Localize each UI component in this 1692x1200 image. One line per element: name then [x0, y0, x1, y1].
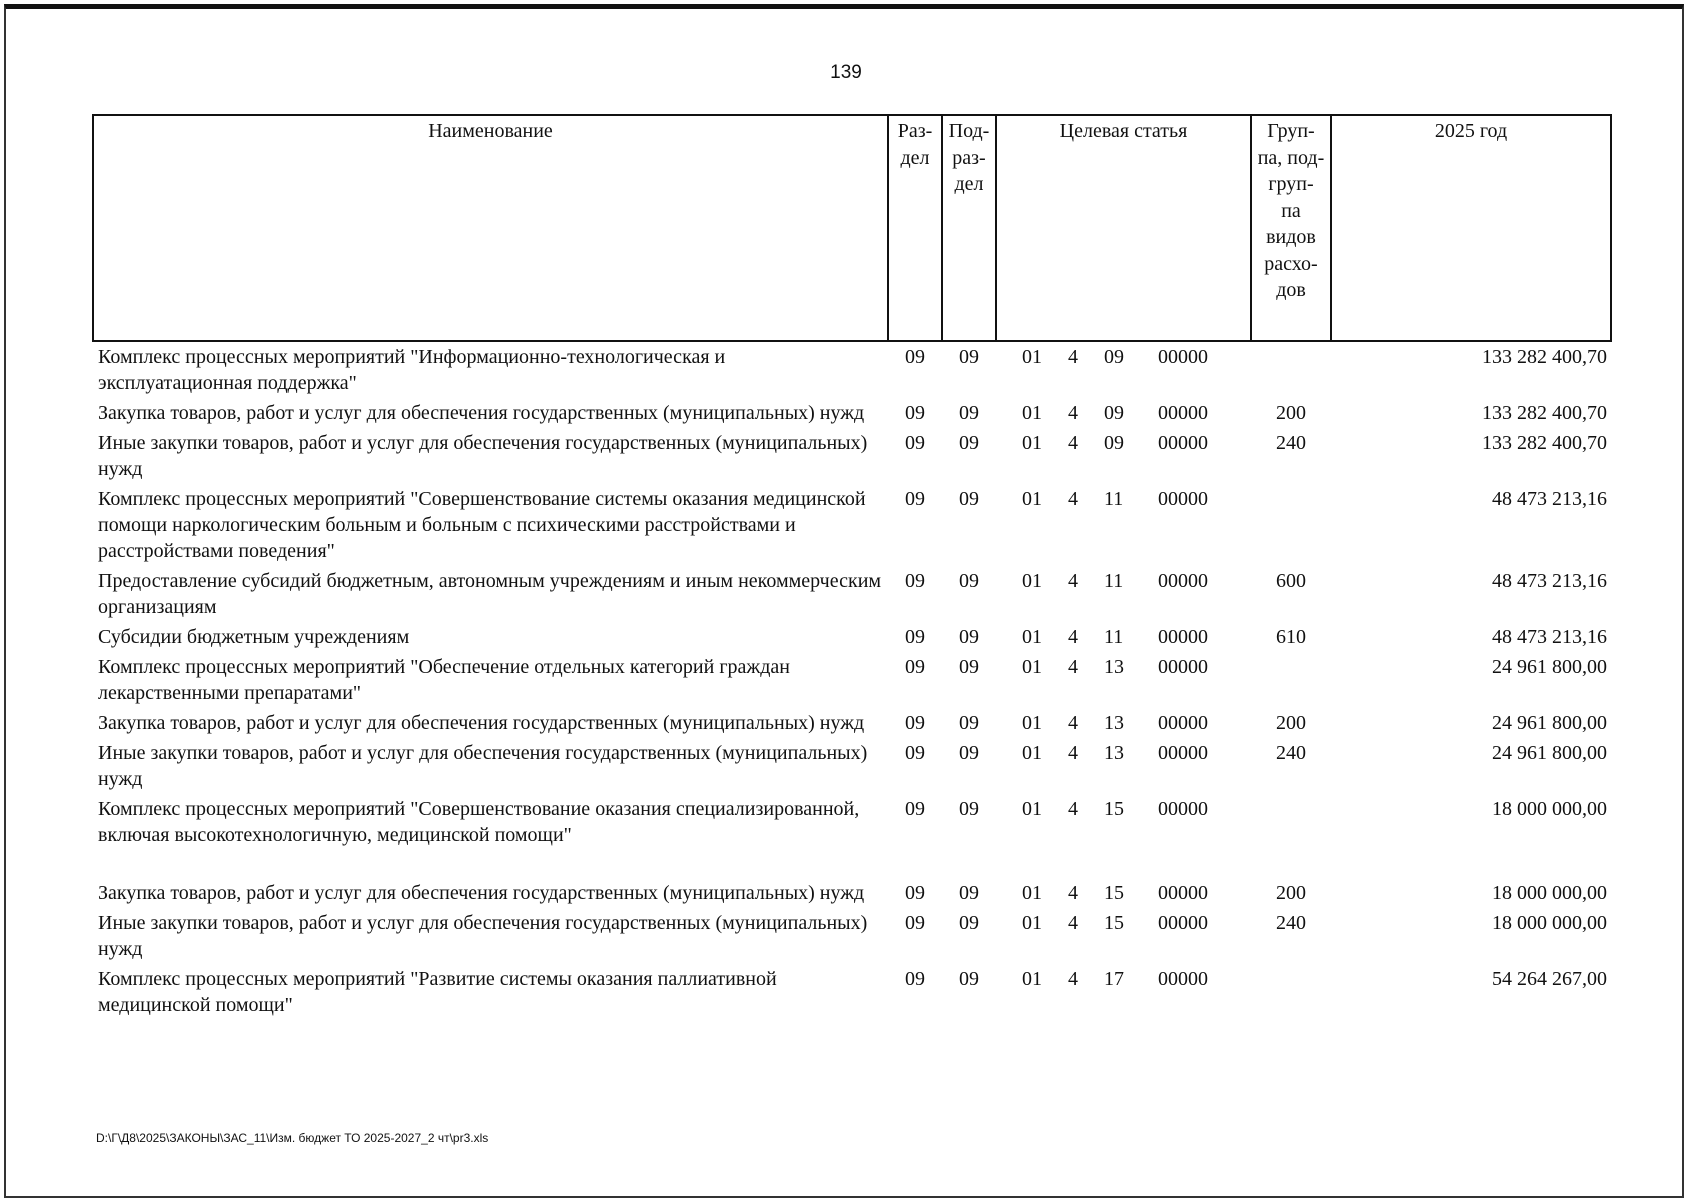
- row-expense-group: 600: [1276, 570, 1306, 592]
- row-amount: 133 282 400,70: [1482, 402, 1607, 424]
- row-target-direction: 00000: [1158, 488, 1208, 510]
- row-target-type: 4: [1068, 488, 1078, 510]
- row-amount: 24 961 800,00: [1492, 656, 1607, 678]
- row-name: Комплекс процессных мероприятий "Совершенствование системы оказания медицинской помощи наркологическим больным и больным с психическими расстройствами и расстройствами поведения": [98, 488, 866, 562]
- row-razdel: 09: [905, 570, 925, 592]
- row-expense-group: [1251, 964, 1331, 1020]
- table-row: [93, 878, 1611, 908]
- row-podrazdel: 09: [959, 712, 979, 734]
- row-razdel: 09: [905, 712, 925, 734]
- row-podrazdel: 09: [959, 432, 979, 454]
- table-row: [93, 484, 1611, 566]
- row-target-item: 13: [1104, 712, 1124, 734]
- row-razdel: 09: [905, 798, 925, 820]
- row-target-program: 01: [1022, 432, 1042, 454]
- row-target-item: 11: [1104, 626, 1124, 648]
- row-amount: 24 961 800,00: [1492, 712, 1607, 734]
- row-target-type: 4: [1068, 712, 1078, 734]
- row-target-program: 01: [1022, 656, 1042, 678]
- row-target-type: 4: [1068, 798, 1078, 820]
- row-target-item: 09: [1104, 432, 1124, 454]
- row-target-item: 09: [1104, 346, 1124, 368]
- row-expense-group: [1251, 794, 1331, 878]
- row-podrazdel: 09: [959, 488, 979, 510]
- row-name: Комплекс процессных мероприятий "Информационно-технологическая и эксплуатационная поддержка": [98, 346, 726, 394]
- row-target-item: 17: [1104, 968, 1124, 990]
- row-name: Комплекс процессных мероприятий "Развитие системы оказания паллиативной медицинской помощи": [98, 968, 777, 1016]
- row-target-direction: 00000: [1158, 742, 1208, 764]
- row-name: Комплекс процессных мероприятий "Обеспечение отдельных категорий граждан лекарственными препаратами": [98, 656, 790, 704]
- row-target-program: 01: [1022, 798, 1042, 820]
- row-target-item: 15: [1104, 912, 1124, 934]
- file-path-footer: D:\Г\Д8\2025\ЗАКОНЫ\ЗАС_11\Изм. бюджет ТО 2025-2027_2 чт\pr3.xls: [96, 1131, 489, 1145]
- row-target-item: 13: [1104, 742, 1124, 764]
- row-podrazdel: 09: [959, 626, 979, 648]
- table-row: [93, 622, 1611, 652]
- header-razdel: Раз- дел: [888, 115, 942, 341]
- row-razdel: 09: [905, 912, 925, 934]
- row-podrazdel: 09: [959, 570, 979, 592]
- row-target-program: 01: [1022, 742, 1042, 764]
- row-target-item: 11: [1104, 570, 1124, 592]
- row-expense-group: 610: [1276, 626, 1306, 648]
- row-amount: 133 282 400,70: [1482, 432, 1607, 454]
- row-target-direction: 00000: [1158, 798, 1208, 820]
- header-name: Наименование: [93, 115, 888, 341]
- row-target-direction: 00000: [1158, 912, 1208, 934]
- table-row: [93, 341, 1611, 398]
- row-target-direction: 00000: [1158, 402, 1208, 424]
- row-razdel: 09: [905, 742, 925, 764]
- table-row: [93, 398, 1611, 428]
- header-target-article: Целевая статья: [996, 115, 1251, 341]
- table-row: [93, 794, 1611, 878]
- row-podrazdel: 09: [959, 882, 979, 904]
- row-expense-group: [1251, 341, 1331, 398]
- row-name: Субсидии бюджетным учреждениям: [98, 626, 410, 648]
- row-target-program: 01: [1022, 712, 1042, 734]
- row-target-item: 11: [1104, 488, 1124, 510]
- header-expense-group: Груп- па, под- груп- па видов расхо- дов: [1251, 115, 1331, 341]
- row-razdel: 09: [905, 882, 925, 904]
- row-amount: 18 000 000,00: [1492, 882, 1607, 904]
- table-row: [93, 566, 1611, 622]
- table-row: [93, 708, 1611, 738]
- row-target-direction: 00000: [1158, 882, 1208, 904]
- budget-table-container: [92, 114, 1612, 1020]
- row-expense-group: 240: [1276, 742, 1306, 764]
- row-amount: 18 000 000,00: [1492, 912, 1607, 934]
- row-name: Иные закупки товаров, работ и услуг для обеспечения государственных (муниципальных) нужд: [98, 742, 868, 790]
- row-target-program: 01: [1022, 882, 1042, 904]
- row-target-item: 15: [1104, 882, 1124, 904]
- row-target-type: 4: [1068, 656, 1078, 678]
- row-target-program: 01: [1022, 488, 1042, 510]
- row-name: Закупка товаров, работ и услуг для обеспечения государственных (муниципальных) нужд: [98, 712, 865, 734]
- row-razdel: 09: [905, 626, 925, 648]
- row-podrazdel: 09: [959, 968, 979, 990]
- row-target-item: 09: [1104, 402, 1124, 424]
- row-razdel: 09: [905, 656, 925, 678]
- row-razdel: 09: [905, 432, 925, 454]
- row-podrazdel: 09: [959, 346, 979, 368]
- row-razdel: 09: [905, 968, 925, 990]
- row-target-program: 01: [1022, 402, 1042, 424]
- row-amount: 24 961 800,00: [1492, 742, 1607, 764]
- row-target-item: 13: [1104, 656, 1124, 678]
- row-target-direction: 00000: [1158, 968, 1208, 990]
- row-expense-group: [1251, 484, 1331, 566]
- page-number: 139: [830, 62, 862, 83]
- table-row: [93, 738, 1611, 794]
- table-row: [93, 652, 1611, 708]
- row-amount: 48 473 213,16: [1492, 570, 1607, 592]
- row-target-type: 4: [1068, 968, 1078, 990]
- row-target-program: 01: [1022, 912, 1042, 934]
- row-name: Предоставление субсидий бюджетным, автономным учреждениям и иным некоммерческим организациям: [98, 570, 882, 618]
- row-target-type: 4: [1068, 912, 1078, 934]
- row-expense-group: 240: [1276, 432, 1306, 454]
- row-podrazdel: 09: [959, 798, 979, 820]
- row-podrazdel: 09: [959, 402, 979, 424]
- table-row: [93, 428, 1611, 484]
- row-target-program: 01: [1022, 968, 1042, 990]
- row-target-type: 4: [1068, 402, 1078, 424]
- header-podrazdel: Под- раз- дел: [942, 115, 996, 341]
- row-target-direction: 00000: [1158, 570, 1208, 592]
- row-expense-group: [1251, 652, 1331, 708]
- row-target-item: 15: [1104, 798, 1124, 820]
- row-expense-group: 200: [1276, 882, 1306, 904]
- table-header-row: [93, 115, 1611, 341]
- row-target-program: 01: [1022, 626, 1042, 648]
- table-body: [93, 341, 1611, 1020]
- row-target-direction: 00000: [1158, 432, 1208, 454]
- row-target-type: 4: [1068, 570, 1078, 592]
- row-target-direction: 00000: [1158, 346, 1208, 368]
- row-name: Иные закупки товаров, работ и услуг для обеспечения государственных (муниципальных) нужд: [98, 432, 868, 480]
- row-target-direction: 00000: [1158, 626, 1208, 648]
- row-podrazdel: 09: [959, 742, 979, 764]
- row-expense-group: 200: [1276, 402, 1306, 424]
- row-name: Комплекс процессных мероприятий "Совершенствование оказания специализированной, включая высокотехнологичную, медицинской помощи": [98, 798, 860, 846]
- row-razdel: 09: [905, 346, 925, 368]
- row-name: Иные закупки товаров, работ и услуг для обеспечения государственных (муниципальных) нужд: [98, 912, 868, 960]
- header-amount-2025: 2025 год: [1331, 115, 1611, 341]
- row-amount: 54 264 267,00: [1492, 968, 1607, 990]
- row-expense-group: 200: [1276, 712, 1306, 734]
- table-row: [93, 964, 1611, 1020]
- row-target-type: 4: [1068, 432, 1078, 454]
- row-target-direction: 00000: [1158, 656, 1208, 678]
- row-target-direction: 00000: [1158, 712, 1208, 734]
- row-name: Закупка товаров, работ и услуг для обеспечения государственных (муниципальных) нужд: [98, 402, 865, 424]
- table-row: [93, 908, 1611, 964]
- row-podrazdel: 09: [959, 656, 979, 678]
- row-podrazdel: 09: [959, 912, 979, 934]
- row-target-type: 4: [1068, 346, 1078, 368]
- row-razdel: 09: [905, 488, 925, 510]
- row-expense-group: 240: [1276, 912, 1306, 934]
- row-amount: 48 473 213,16: [1492, 488, 1607, 510]
- row-target-program: 01: [1022, 346, 1042, 368]
- row-target-program: 01: [1022, 570, 1042, 592]
- budget-table: [92, 114, 1612, 1020]
- row-target-type: 4: [1068, 742, 1078, 764]
- row-target-type: 4: [1068, 882, 1078, 904]
- row-razdel: 09: [905, 402, 925, 424]
- row-amount: 18 000 000,00: [1492, 798, 1607, 820]
- row-target-type: 4: [1068, 626, 1078, 648]
- row-amount: 133 282 400,70: [1482, 346, 1607, 368]
- row-amount: 48 473 213,16: [1492, 626, 1607, 648]
- row-name: Закупка товаров, работ и услуг для обеспечения государственных (муниципальных) нужд: [98, 882, 865, 904]
